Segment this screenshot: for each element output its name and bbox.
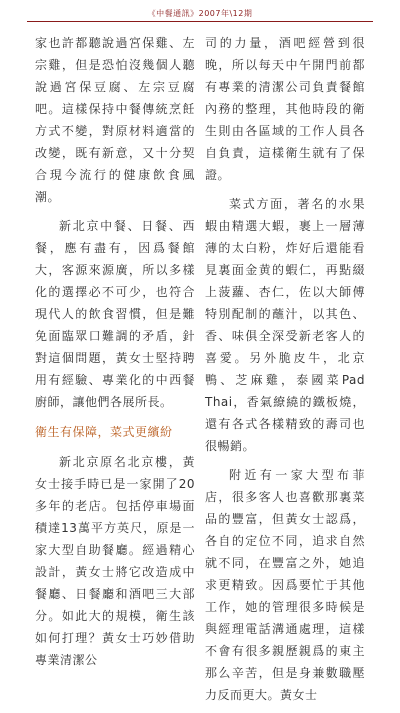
right-column	[205, 32, 365, 713]
paragraph-1: 家也許都聽說過宮保雞、左宗雞，但是恐怕沒幾個人聽說過宮保豆腐、左宗豆腐吧。這樣保持中餐傳統烹飪方式不變，對原材料適當的改變，既有新意，又十分契合現今流行的健康飲食風潮。	[35, 36, 195, 204]
paragraph-5: 菜式方面，著名的水果蝦由精選大蝦，裹上一層薄薄的太白粉，炸好后還能看見裏面金黄的蝦仁，再點綴上菠蘿、杏仁，佐以大師傅特別配制的蘸汁，以其色、香、味俱全深受新老客人的喜愛。另外脆皮牛，北京鴨、芝麻雞，泰國菜Pad Thai，香氣繚繞的鐵板燒，還有各式各樣精致的壽司也很暢銷。	[205, 197, 365, 453]
paragraph-4: 司的力量，酒吧經營到很晚，所以每天中午開門前都有專業的清潔公司負責餐館內務的整理，其他時段的衛生則由各區域的工作人員各自負責，這樣衛生就有了保證。	[205, 36, 365, 182]
page-header	[0, 0, 400, 28]
paragraph-3: 新北京原名北京樓，黃女士接手時已是一家開了20多年的老店。包括停車場面積達13萬平方英尺，原是一家大型自助餐廳。經過精心設計，黃女士將它改造成中餐廳、日餐廳和酒吧三大部分。如此大的規模，衛生該如何打理？黃女士巧妙借助專業清潔公	[35, 455, 195, 667]
paragraph-6: 附近有一家大型布菲店，很多客人也喜歡那裏菜品的豐富，但黃女士認爲，各自的定位不同，追求自然就不同，在豐富之外，她追求更精致。因爲要忙于其他工作，她的管理很多時候是與經理電話溝通處理，這樣不會有很多親歷親爲的東主那么辛苦，但是身兼數職壓力反而更大。黃女士	[205, 468, 365, 702]
header-rule	[27, 21, 373, 22]
header-title: 《中餐通訊》2007年\12期	[147, 9, 253, 18]
section-subheading: 衛生有保障，菜式更繽紛	[35, 425, 173, 439]
paragraph-2: 新北京中餐、日餐、西餐，應有盡有，因爲餐館大，客源來源廣，所以多樣化的選擇必不可少，也符合現代人的飲食習慣，但是難免面臨眾口難調的矛盾，針對這個問題，黃女士堅持聘用有經驗、專業化的中西餐廚師，讓他們各展所長。	[35, 219, 195, 409]
left-column	[35, 32, 195, 678]
